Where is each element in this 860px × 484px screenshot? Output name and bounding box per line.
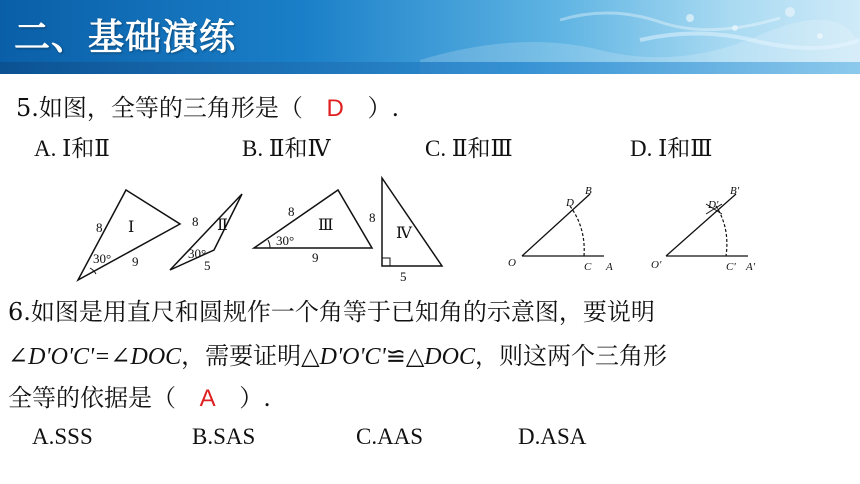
triangle-iii xyxy=(254,190,372,265)
label-c-prime: C' xyxy=(726,261,736,273)
q5-option-d[interactable]: D. Ⅰ和Ⅲ xyxy=(630,136,713,161)
tri-ii-side-b: 5 xyxy=(204,258,211,273)
angle-construction-left xyxy=(508,185,613,273)
label-b-prime: B' xyxy=(730,185,740,197)
tri-iii-side-a: 8 xyxy=(288,204,295,219)
q5-stem xyxy=(16,88,399,123)
q5-stem-before: 5.如图，全等的三角形是（ xyxy=(16,94,303,122)
q6-option-a[interactable]: A.SSS xyxy=(32,424,93,449)
tri-iv-side-b: 5 xyxy=(400,269,407,284)
label-d: D xyxy=(566,197,574,209)
label-o-prime: O' xyxy=(651,259,662,271)
q6-line3-before: 全等的依据是（ xyxy=(8,384,176,412)
q6-triangle-2: DOC xyxy=(424,344,475,370)
tri-iii-angle: 30° xyxy=(276,233,295,248)
q6-line3-after: ）. xyxy=(239,384,271,412)
header-banner xyxy=(0,0,860,74)
label-c: C xyxy=(584,261,592,273)
tri-ii-angle: 30° xyxy=(188,246,207,261)
triangle-iv xyxy=(369,178,442,284)
triangle-ii xyxy=(170,194,242,273)
tri-ii-side-a: 8 xyxy=(192,214,199,229)
q6-line2-text: ，需要证明△ xyxy=(181,342,320,370)
q6-line1: 6.如图是用直尺和圆规作一个角等于已知角的示意图，要说明 xyxy=(8,298,655,326)
triangles-figure xyxy=(0,170,860,285)
label-a-prime: A' xyxy=(746,261,756,273)
tri-iii-side-b: 9 xyxy=(312,250,319,265)
label-b: B xyxy=(585,185,592,197)
q5-stem-after: ）. xyxy=(367,94,400,122)
q5-option-c[interactable]: C. Ⅱ和Ⅲ xyxy=(425,136,513,161)
tri-i-side-b: 9 xyxy=(132,254,139,269)
q6-line2-tail: ，则这两个三角形 xyxy=(474,342,667,370)
tri-i-side-a: 8 xyxy=(96,220,103,235)
q6-triangle-1: D'O'C' xyxy=(319,344,386,370)
q6-answer: A xyxy=(199,385,216,412)
banner-band xyxy=(0,62,860,74)
q6-line2 xyxy=(8,336,667,371)
triangle-i xyxy=(78,190,180,280)
tri-i-roman: Ⅰ xyxy=(128,219,135,236)
label-o: O xyxy=(508,257,516,269)
label-d-prime: D' xyxy=(708,199,719,211)
q5-option-a[interactable]: A. Ⅰ和Ⅱ xyxy=(34,136,110,161)
q6-line3 xyxy=(8,378,271,413)
tri-iii-roman: Ⅲ xyxy=(318,217,334,234)
q6-option-b[interactable]: B.SAS xyxy=(192,424,256,449)
label-a: A xyxy=(606,261,613,273)
q5-answer: D xyxy=(326,95,344,122)
q6-angle-equation: ∠D'O'C'=∠DOC xyxy=(8,344,182,370)
q6-option-d[interactable]: D.ASA xyxy=(518,424,587,449)
page-title: 二、基础演练 xyxy=(14,17,237,58)
tri-iv-side-a: 8 xyxy=(369,210,376,225)
tri-i-angle: 30° xyxy=(93,251,112,266)
angle-construction-right xyxy=(651,185,756,273)
q6-option-c[interactable]: C.AAS xyxy=(356,424,424,449)
q5-option-b[interactable]: B. Ⅱ和Ⅳ xyxy=(242,136,331,161)
q6-congruent-sign: ≌△ xyxy=(385,342,425,370)
tri-iv-roman: Ⅳ xyxy=(396,225,412,242)
tri-ii-roman: Ⅱ xyxy=(217,217,228,234)
